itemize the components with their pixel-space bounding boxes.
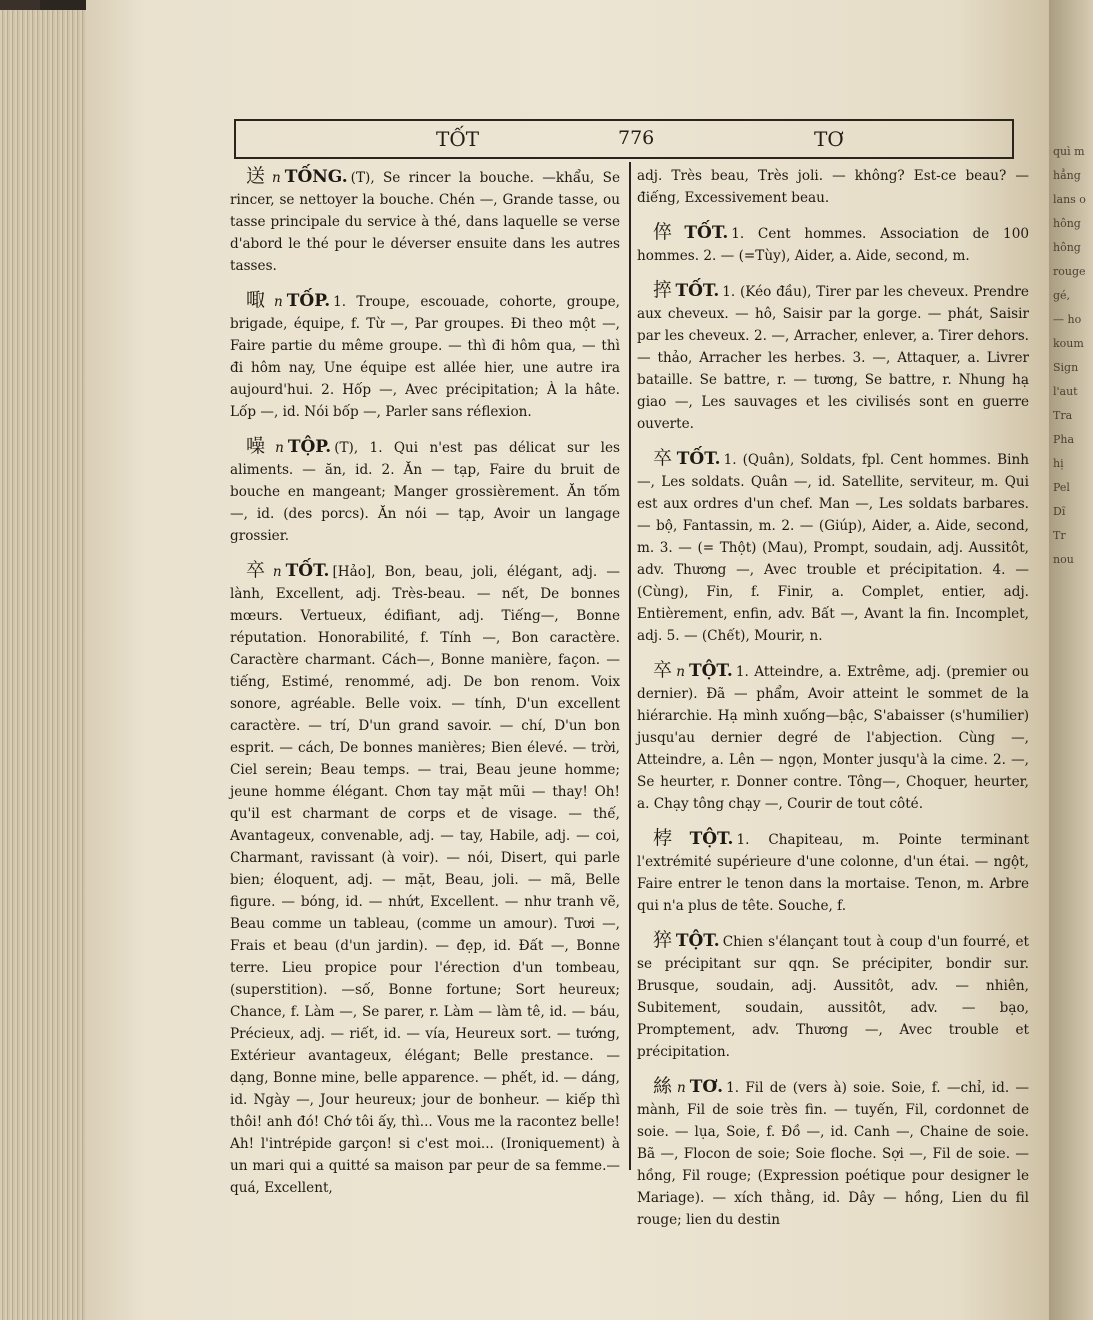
header-left-guide-word: TỐT — [436, 127, 480, 151]
entry-chinese-character: 卒 — [246, 559, 270, 581]
next-page-fragment: Sign — [1053, 361, 1079, 374]
entry-definition: (T), Se rincer la bouche. —khẩu, Se rincer, se nettoyer la bouche. Chén —, Grande tasse, ou tasse principale du service à thé, dans laquelle se verse d'abord le thé pour le déverser ensuite dans les autres tasses. — [230, 170, 620, 274]
entry-definition: (T), 1. Qui n'est pas délicat sur les aliments. — ăn, id. 2. Ăn — tạp, Faire du bruit de bouche en mangeant; Manger grossièrement. Ăn tốm —, id. (des porcs). Ăn nói — tạp, Avoir un langage grossier. — [230, 440, 620, 544]
entry-part-of-speech: n — [676, 1080, 686, 1096]
next-page-fragment: hẳng — [1053, 169, 1081, 182]
entry-definition: 1. Cent hommes. Association de 100 hommes. 2. — (=Tùy), Aider, a. Aide, second, m. — [637, 226, 1029, 264]
next-page-fragment: nou — [1053, 553, 1074, 566]
header-right-guide-word: TƠ — [814, 127, 844, 151]
next-page-fragment: Pha — [1053, 433, 1075, 446]
entry-part-of-speech: n — [272, 170, 281, 186]
entry-headword: TỐT. — [675, 281, 720, 301]
next-page-fragment: — ho — [1053, 313, 1082, 326]
next-page-fragment: Dĩ — [1053, 505, 1066, 518]
entry-headword: TỘP. — [287, 437, 332, 457]
dictionary-entry — [230, 289, 620, 423]
entry-chinese-character: 絲 — [653, 1075, 674, 1097]
entry-definition: Chien s'élançant tout à coup d'un fourré, et se précipitant sur qqn. Se précipiter, bondir sur. Brusque, soudain, adj. Aussitôt, adv. — nhiên, Subitement, soudain, aussitôt, adv. — bạo, Promptement, adv. Thương —, Avec trouble et précipitation. — [637, 934, 1029, 1060]
dictionary-entry — [637, 279, 1029, 435]
entry-definition: 1. Fil de (vers à) soie. Soie, f. —chỉ, id. — mành, Fil de soie très fin. — tuyến, Fil, cordonnet de soie. — lụa, Soie, f. Đồ —, id. Canh —, Chaine de soie. Bã —, Flocon de soie; Soie floche. Sợi —, Fil de soie. — hồng, Fil rouge; (Expression poétique pour designer le Mariage). — xích thằng, id. Dây — hồng, Lien du fil rouge; lien du destin — [637, 1080, 1029, 1228]
left-column — [230, 165, 620, 1211]
next-page-fragment: Tr — [1053, 529, 1066, 542]
entry-definition: 1. (Quân), Soldats, fpl. Cent hommes. Binh —, Les soldats. Quân —, id. Satellite, serviteur, m. Qui est aux ordres d'un chef. Man —, Les soldats barbares. — bộ, Fantassin, m. 2. — (Giúp), Aider, a. Aide, second, m. 3. — (= Thột) (Mau), Prompt, soudain, adj. Aussitôt, adv. Thương —, Avec trouble et précipitation. 4. — (Cùng), Fin, f. Finir, a. Complet, entier, adj. Entièrement, enfin, adv. Bất —, Avant la fin. Incomplet, adj. 5. — (Chết), Mourir, n. — [637, 452, 1029, 644]
entry-chinese-character: 送 — [246, 165, 270, 187]
entry-part-of-speech: n — [676, 664, 685, 680]
entry-headword: TỘT. — [689, 829, 734, 849]
next-page-fragment: quì m — [1053, 145, 1085, 158]
page-stack-edges — [0, 10, 93, 1320]
next-page-fragment: Tra — [1053, 409, 1073, 422]
entry-chinese-character: 倅 — [653, 221, 682, 243]
entry-headword: TỐNG. — [284, 167, 348, 187]
next-page-fragment: Pel — [1053, 481, 1070, 494]
dictionary-entry — [637, 659, 1029, 815]
dictionary-entry — [637, 447, 1029, 647]
dictionary-entry — [637, 827, 1029, 917]
dictionary-entry — [637, 929, 1029, 1063]
next-page-fragment: hông — [1053, 217, 1081, 230]
right-column — [637, 165, 1029, 1243]
entry-headword: TỐP. — [286, 291, 331, 311]
entry-definition: 1. (Kéo đầu), Tirer par les cheveux. Prendre aux cheveux. — hô, Saisir par la gorge. — phát, Saisir par les cheveux. 2. —, Arracher, enlever, a. Tirer dehors. — thảo, Arracher les herbes. 3. —, Attaquer, a. Livrer bataille. Se battre, r. — tương, Se battre, r. Nhung hạ giao —, Les sauvages et les civilisés sont en guerre ouverte. — [637, 284, 1029, 432]
next-page-fragment: koum — [1053, 337, 1084, 350]
entry-headword: TỘT. — [675, 931, 720, 951]
entry-definition: 1. Chapiteau, m. Pointe terminant l'extrémité supérieure d'une colonne, d'un étai. — ngột, Faire entrer le tenon dans la mortaise. Tenon, m. Arbre qui n'a plus de tête. Souche, f. — [637, 832, 1029, 914]
entry-definition: [Hảo], Bon, beau, joli, élégant, adj. — lành, Excellent, adj. Très-beau. — nết, De bonnes mœurs. Vertueux, édifiant, adj. Tiếng—, Bonne réputation. Honorabilité, f. Tính —, Bon caractère. Caractère charmant. Cách—, Bonne manière, façon. — tiếng, Estimé, renommé, adj. De bon renom. Voix sonore, agréable. Belle voix. — tính, D'un excellent caractère. — trí, D'un grand savoir. — chí, D'un bon esprit. — cách, De bonnes manières; Bien élevé. — trời, Ciel serein; Beau temps. — trai, Beau jeune homme; jeune homme élégant. Chơn tay mặt mũi — thay! Oh! qu'il est charmant de corps et de visage. — thế, Avantageux, convenable, adj. — tay, Habile, adj. — coi, Charmant, ravissant (à voir). — nói, Disert, qui parle bien; éloquent, adj. — mặt, Beau, joli. — mã, Belle figure. — bóng, id. — nhứt, Excellent. — như tranh vẽ, Beau comme un tableau, (comme un amour). Tươi —, Frais et beau (d'un jardin). — đẹp, id. Đất —, Bonne terre. Lieu propice pour l'érection d'un tombeau, (superstition). —số, Bonne fortune; Sort heureux; Chance, f. Làm —, Se parer, r. Làm — làm tê, id. — báu, Précieux, adj. — riết, id. — vía, Heureux sort. — tướng, Extérieur avantageux, élégant; Belle prestance. — dạng, Bonne mine, belle apparence. — phết, id. — dáng, id. Ngày —, Jour heureux; jour de bonheur. — kiếp thì thôi! anh đó! Chớ tôi ấy, thì... Vous me la racontez belle! Ah! l'intrépide garçon! si c'est moi... (Ironiquement) à un mari qui a quitté sa maison par peur de sa femme.— quá, Excellent, — [230, 564, 620, 1196]
entry-headword: TƠ. — [689, 1077, 724, 1097]
entry-headword: TỐT. — [676, 449, 721, 469]
page-number: 776 — [618, 127, 655, 149]
dictionary-entry — [230, 435, 620, 547]
running-header — [234, 119, 1014, 159]
column-divider — [629, 162, 631, 1170]
dictionary-entry — [230, 559, 620, 1199]
entry-definition: adj. Très beau, Très joli. — không? Est-ce beau? — điếng, Excessivement beau. — [637, 168, 1029, 206]
entry-chinese-character: 卒 — [653, 659, 674, 681]
entry-part-of-speech: n — [272, 564, 282, 580]
entry-chinese-character: 㖩 — [246, 289, 272, 311]
entry-part-of-speech: n — [274, 294, 283, 310]
next-page-fragment: hị — [1053, 457, 1064, 470]
entry-headword: TỐT. — [285, 561, 330, 581]
entry-headword: TỐT. — [684, 223, 729, 243]
dictionary-entry — [637, 221, 1029, 267]
entry-definition: 1. Troupe, escouade, cohorte, groupe, brigade, équipe, f. Từ —, Par groupes. Đi theo một —, Faire partie du même groupe. — thì đi hôm qua, — thì đi hôm nay, Une équipe est allée hier, une autre ira aujourd'hui. 2. Hốp —, Avec précipitation; À la hâte. Lốp —, id. Nói bốp —, Parler sans réflexion. — [230, 294, 620, 420]
next-page-fragment: l'aut — [1053, 385, 1078, 398]
next-page-fragment: lans o — [1053, 193, 1086, 206]
entry-chinese-character: 猝 — [653, 929, 673, 951]
next-page-fragment: hông — [1053, 241, 1081, 254]
dictionary-entry — [230, 165, 620, 277]
dictionary-entry — [637, 1075, 1029, 1231]
entry-headword: TỘT. — [688, 661, 733, 681]
entry-part-of-speech: n — [275, 440, 284, 456]
entry-chinese-character: 卒 — [653, 447, 674, 469]
next-page-edge — [1049, 0, 1093, 1320]
entry-chinese-character: 桲 — [653, 827, 687, 849]
entry-chinese-character: 噪 — [246, 435, 273, 457]
next-page-fragment: rouge — [1053, 265, 1086, 278]
entry-definition: 1. Atteindre, a. Extrême, adj. (premier ou dernier). Đã — phẩm, Avoir atteint le sommet de la hiérarchie. Hạ mình xuống—bậc, S'abaisser (s'humilier) jusqu'au dernier degré de l'abjection. Cùng —, Atteindre, a. Lên — ngọn, Monter jusqu'à la cime. 2. —, Se heurter, r. Donner contre. Tông—, Choquer, heurter, a. Chạy tông chạy —, Courir de tout côté. — [637, 664, 1029, 812]
next-page-fragment: gé, — [1053, 289, 1071, 302]
dictionary-entry — [637, 165, 1029, 209]
entry-chinese-character: 捽 — [653, 279, 673, 301]
